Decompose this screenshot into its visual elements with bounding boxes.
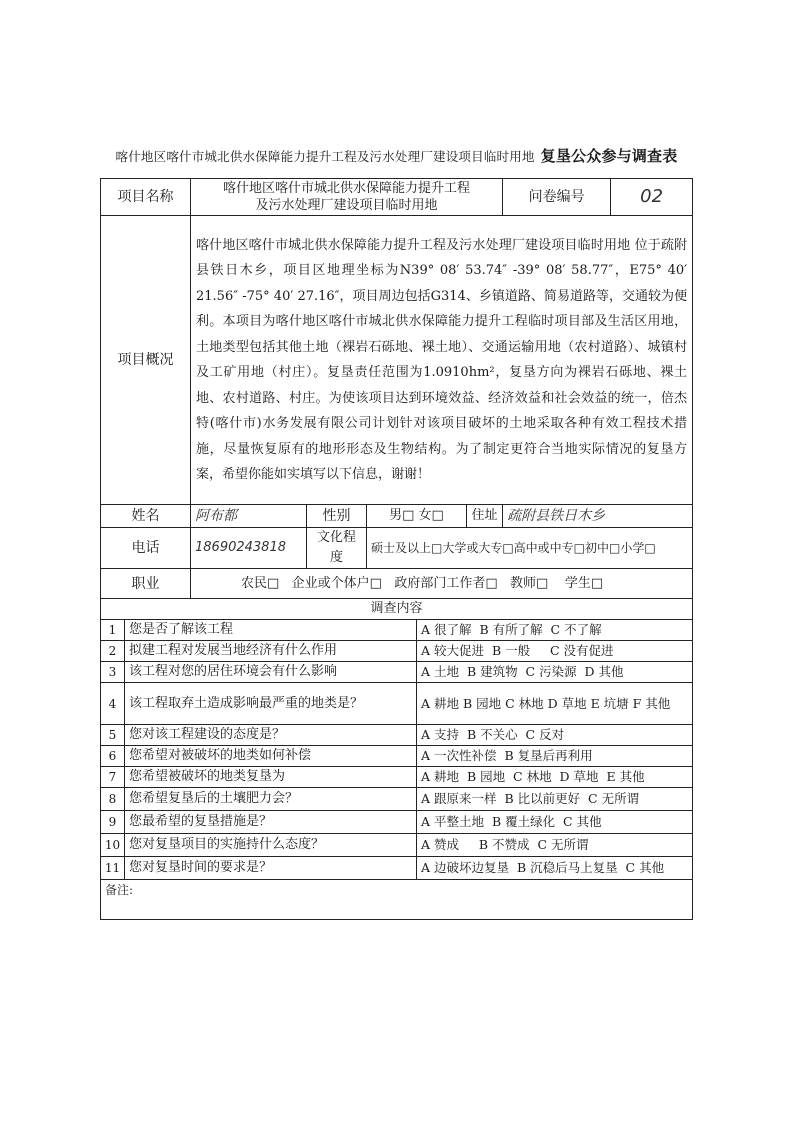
question-text: 您希望被破坏的地类复垦为: [125, 767, 417, 788]
question-options[interactable]: A 平整土地 B 覆土绿化 C 其他: [417, 811, 693, 834]
address-value[interactable]: 疏附县铁日木乡: [503, 505, 693, 528]
question-row: [101, 683, 693, 725]
question-text: 您希望复垦后的土壤肥力会？: [125, 788, 417, 811]
occupation-label: 职业: [101, 569, 191, 599]
question-options[interactable]: A 支持 B 不关心 C 反对: [417, 725, 693, 746]
name-value[interactable]: 阿布都: [191, 505, 307, 528]
question-number: 2: [101, 641, 125, 662]
remarks-field[interactable]: 备注:: [101, 880, 693, 920]
title-form: 复垦公众参与调查表: [540, 147, 678, 165]
question-text: 您希望对被破坏的地类如何补偿: [125, 746, 417, 767]
question-row: [101, 834, 693, 857]
question-options[interactable]: A 较大促进 B 一般 C 没有促进: [417, 641, 693, 662]
document-title: [0, 145, 793, 166]
gender-options[interactable]: 男□ 女□: [367, 505, 467, 528]
question-options[interactable]: A 耕地 B 园地 C 林地 D 草地 E 其他: [417, 767, 693, 788]
survey-form: [100, 178, 693, 920]
overview-text: 喀什地区喀什市城北供水保障能力提升工程及污水处理厂建设项目临时用地 位于疏附县铁日木乡，项目区地理坐标为N39° 08′ 53.74″ -39° 08′ 58.77″，E75° 40′ 21.56″ -75° 40′ 27.16″，项目周边包括G314、乡镇道路、简易道路等，交通较为便利。本项目为喀什地区喀什市城北供水保障能力提升工程临时项目部及生活区用地，土地类型包括其他土地（裸岩石砾地、裸土地）、交通运输用地（农村道路）、城镇村及工矿用地（村庄）。复垦责任范围为1.0910hm²，复垦方向为裸岩石砾地、裸土地、农村道路、村庄。为使该项目达到环境效益、经济效益和社会效益的统一，倍杰特(喀什市)水务发展有限公司计划针对该项目破坏的土地采取各种有效工程技术措施，尽量恢复原有的地形形态及生物结构。为了制定更符合当地实际情况的复垦方案，希望你能如实填写以下信息，谢谢！: [191, 216, 693, 505]
question-text: 您对复垦时间的要求是？: [125, 857, 417, 880]
question-options[interactable]: A 很了解 B 有所了解 C 不了解: [417, 620, 693, 641]
question-options[interactable]: A 边破坏边复垦 B 沉稳后马上复垦 C 其他: [417, 857, 693, 880]
question-options[interactable]: A 赞成 B 不赞成 C 无所谓: [417, 834, 693, 857]
question-text: 您对该工程建设的态度是？: [125, 725, 417, 746]
question-row: [101, 662, 693, 683]
question-row: [101, 641, 693, 662]
question-text: 该工程对您的居住环境会有什么影响: [125, 662, 417, 683]
question-number: 10: [101, 834, 125, 857]
survey-heading: 调查内容: [101, 599, 693, 620]
question-text: 您最希望的复垦措施是？: [125, 811, 417, 834]
question-options[interactable]: A 跟原来一样 B 比以前更好 C 无所谓: [417, 788, 693, 811]
questionnaire-no-label: 问卷编号: [503, 179, 611, 216]
question-number: 11: [101, 857, 125, 880]
question-text: 拟建工程对发展当地经济有什么作用: [125, 641, 417, 662]
question-options[interactable]: A 耕地 B 园地 C 林地 D 草地 E 坑塘 F 其他: [417, 683, 693, 725]
project-name-label: 项目名称: [101, 179, 191, 216]
question-text: 您对复垦项目的实施持什么态度？: [125, 834, 417, 857]
phone-label: 电话: [101, 528, 191, 569]
question-text: 您是否了解该工程: [125, 620, 417, 641]
question-number: 5: [101, 725, 125, 746]
project-name: 喀什地区喀什市城北供水保障能力提升工程及污水处理厂建设项目临时用地: [191, 179, 503, 216]
education-options[interactable]: 硕士及以上□大学或大专□高中或中专□初中□小学□: [367, 528, 693, 569]
question-row: [101, 746, 693, 767]
question-row: [101, 811, 693, 834]
phone-value[interactable]: 18690243818: [191, 528, 307, 569]
question-row: [101, 767, 693, 788]
question-number: 1: [101, 620, 125, 641]
questionnaire-no[interactable]: 02: [611, 179, 693, 216]
address-label: 住址: [467, 505, 503, 528]
title-project: 喀什地区喀什市城北供水保障能力提升工程及污水处理厂建设项目临时用地: [115, 149, 535, 164]
overview-label: 项目概况: [101, 216, 191, 505]
question-number: 3: [101, 662, 125, 683]
question-number: 9: [101, 811, 125, 834]
gender-label: 性别: [307, 505, 367, 528]
question-options[interactable]: A 一次性补偿 B 复垦后再利用: [417, 746, 693, 767]
question-options[interactable]: A 土地 B 建筑物 C 污染源 D 其他: [417, 662, 693, 683]
name-label: 姓名: [101, 505, 191, 528]
question-text: 该工程取弃土造成影响最严重的地类是？: [125, 683, 417, 725]
occupation-options[interactable]: 农民□ 企业或个体户□ 政府部门工作者□ 教师□ 学生□: [191, 569, 693, 599]
question-row: [101, 857, 693, 880]
question-number: 4: [101, 683, 125, 725]
education-label: 文化程度: [307, 528, 367, 569]
question-number: 7: [101, 767, 125, 788]
question-row: [101, 620, 693, 641]
question-number: 8: [101, 788, 125, 811]
question-number: 6: [101, 746, 125, 767]
question-row: [101, 725, 693, 746]
question-row: [101, 788, 693, 811]
